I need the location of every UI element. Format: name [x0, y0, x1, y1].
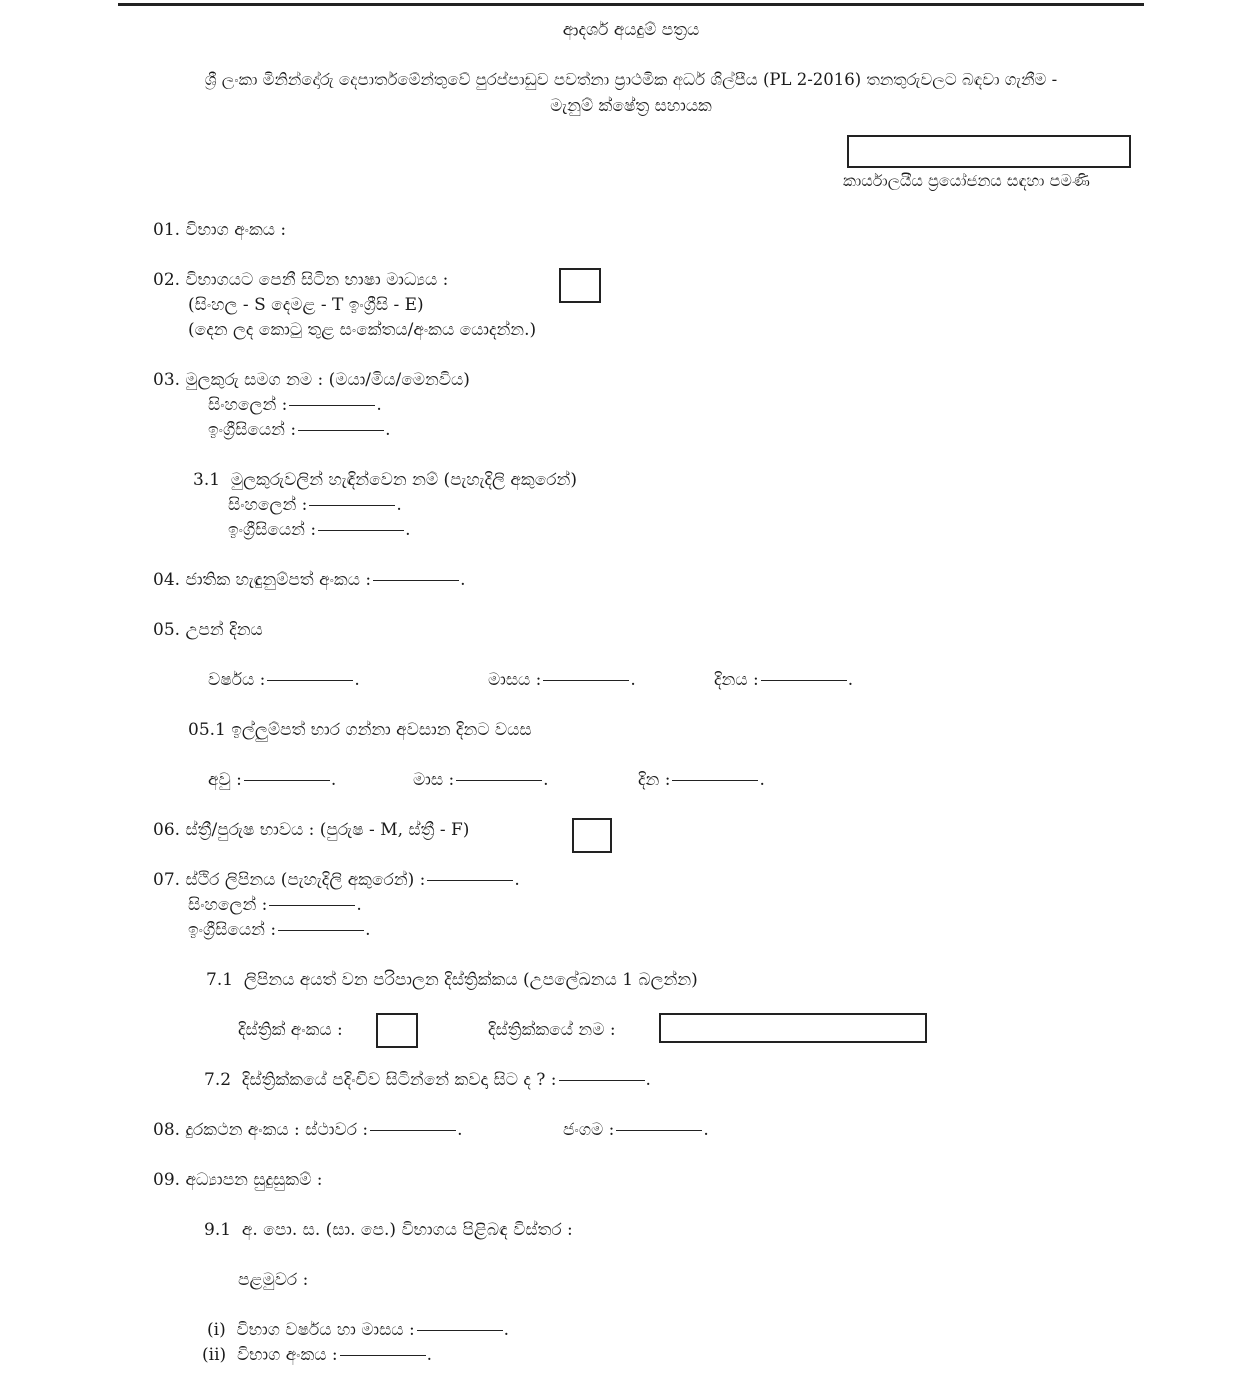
top-rule: [118, 3, 1144, 6]
office-use-box[interactable]: [847, 135, 1131, 168]
initials-sinhala-row: සිංහලෙන් : .: [228, 495, 402, 515]
district-name-label: දිස්ත්‍රික්කයේ නම :: [488, 1020, 616, 1040]
education-label: අධ්‍යාපන සුදුසුකම් :: [185, 1170, 323, 1190]
birth-month-blank[interactable]: [543, 680, 629, 681]
age-days-row: දින : .: [638, 770, 765, 790]
nic-blank[interactable]: [373, 580, 459, 581]
address-english-row: ඉංග්‍රීසියෙන් : .: [188, 920, 371, 940]
address-sinhala-row: සිංහලෙන් : .: [188, 895, 362, 915]
language-codes-hint: (සිංහල - S දෙමළ - T ඉංග්‍රීසි - E): [188, 295, 424, 315]
field-09: 09. අධ්‍යාපන සුදුසුකම් :: [153, 1170, 323, 1190]
district-name-box[interactable]: [659, 1013, 927, 1043]
telephone-mobile-label: ජංගම :: [563, 1120, 615, 1140]
exam-year-month-row: (i) විභාග වර්ෂය හා මාසය : .: [207, 1320, 510, 1340]
initials-english-blank[interactable]: [318, 530, 404, 531]
names-by-initials-label: මුලකුරුවලින් හැඳින්වෙන නම් (පැහැදිලි අකුරෙන්): [230, 470, 577, 490]
birth-year-blank[interactable]: [267, 680, 353, 681]
exam-year-month-label: විභාග වර්ෂය හා මාසය :: [236, 1320, 415, 1340]
name-english-row: ඉංග්‍රීසියෙන් : .: [208, 420, 391, 440]
first-attempt-label: පළමුවර :: [238, 1270, 309, 1290]
district-number-label: දිස්ත්‍රික් අංකය :: [238, 1020, 343, 1040]
field-3-1: 3.1 මුලකුරුවලින් හැඳින්වෙන නම් (පැහැදිලි අකුරෙන්): [193, 470, 577, 490]
name-with-initials-label: මුලකුරු සමග නම : (මයා/මිය/මෙනවිය): [185, 370, 470, 390]
ol-exam-number-label: විභාග අංකය :: [236, 1345, 338, 1365]
field-05: 05. උපන් දිනය: [153, 620, 263, 640]
telephone-fixed-blank[interactable]: [370, 1130, 456, 1131]
mobile-row: ජංගම : .: [563, 1120, 709, 1140]
admin-district-label: ලිපිනය අයත් වන පරිපාලන දිස්ත්‍රික්කය (උපලේඛනය 1 බලන්න): [243, 970, 698, 990]
name-english-blank[interactable]: [298, 430, 384, 431]
form-title: ආදර්ශ අයදුම් පත්‍රය: [562, 20, 700, 40]
language-medium-label: විභාගයට පෙනී සිටින භාෂා මාධ්‍යය :: [185, 270, 449, 290]
nic-label: ජාතික හැඳුනුම්පත් අංකය :: [185, 570, 372, 590]
permanent-address-label: ස්ථිර ලිපිනය (පැහැදිලි අකුරෙන්) :: [185, 870, 426, 890]
birth-date-label: උපන් දිනය: [185, 620, 263, 640]
language-medium-box[interactable]: [559, 268, 601, 303]
residence-since-label: දිස්ත්‍රික්කයේ පදිංචිව සිටින්නේ කවදා සිට ද ? :: [241, 1070, 557, 1090]
ol-exam-number-blank[interactable]: [340, 1355, 426, 1356]
field-02: 02. විභාගයට පෙනී සිටින භාෂා මාධ්‍යය :: [153, 270, 449, 290]
age-years-row: අවු : .: [208, 770, 337, 790]
district-number-box[interactable]: [376, 1013, 418, 1048]
permanent-address-blank[interactable]: [427, 880, 513, 881]
field-06: 06. ස්ත්‍රී/පුරුෂ භාවය : (පුරුෂ - M, ස්ත්‍රී - F): [153, 820, 470, 840]
field-7-1: 7.1 ලිපිනය අයත් වන පරිපාලන දිස්ත්‍රික්කය (උපලේඛනය 1 බලන්න): [206, 970, 698, 990]
exam-number-label: විභාග අංකය :: [185, 220, 287, 240]
form-subtitle-line1: ශ්‍රී ලංකා මිනින්දෝරු දෙපාර්තමේන්තුවේ පුරප්පාඩුව පවත්නා ප්‍රාථමික අර්ධ ශිල්පීය (PL 2-2016) තනතුරුවලට බඳවා ගැනීම -: [204, 70, 1058, 89]
field-07: 07. ස්ථිර ලිපිනය (පැහැදිලි අකුරෙන්) : .: [153, 870, 520, 890]
age-years-blank[interactable]: [244, 780, 330, 781]
name-sinhala-blank[interactable]: [289, 405, 375, 406]
office-use-label: කාර්යාලයීය ප්‍රයෝජනය සඳහා පමණි: [843, 171, 1090, 190]
field-04: 04. ජාතික හැඳුනුම්පත් අංකය : .: [153, 570, 466, 590]
birth-month-row: මාසය : .: [488, 670, 636, 690]
birth-year-row: වර්ෂය : .: [208, 670, 360, 690]
telephone-fixed-label: දුරකථන අංකය : ස්ථාවර :: [185, 1120, 369, 1140]
age-days-blank[interactable]: [672, 780, 758, 781]
age-months-blank[interactable]: [456, 780, 542, 781]
ol-exam-number-row: (ii) විභාග අංකය : .: [202, 1345, 433, 1365]
field-9-1: 9.1 අ. පො. ස. (සා. පෙ.) විභාගය පිළිබඳ විස්තර :: [204, 1220, 573, 1240]
initials-english-row: ඉංග්‍රීසියෙන් : .: [228, 520, 411, 540]
address-english-blank[interactable]: [278, 930, 364, 931]
telephone-mobile-blank[interactable]: [616, 1130, 702, 1131]
birth-day-row: දිනය : .: [714, 670, 854, 690]
gender-label: ස්ත්‍රී/පුරුෂ භාවය : (පුරුෂ - M, ස්ත්‍රී - F): [185, 820, 470, 840]
field-03: 03. මුලකුරු සමග නම : (මයා/මිය/මෙනවිය): [153, 370, 470, 390]
form-subtitle-line2: මැනුම් ක්ෂේත්‍ර සහායක: [550, 96, 712, 116]
exam-year-month-blank[interactable]: [417, 1330, 503, 1331]
birth-day-blank[interactable]: [761, 680, 847, 681]
field-7-2: 7.2 දිස්ත්‍රික්කයේ පදිංචිව සිටින්නේ කවදා සිට ද ? : .: [204, 1070, 651, 1090]
language-instruction-hint: (දෙන ලද කොටු තුළ සංකේතය/අංකය යොදන්න.): [188, 320, 537, 340]
initials-sinhala-blank[interactable]: [309, 505, 395, 506]
age-at-closing-label: 05.1 ඉල්ලුම්පත් භාර ගන්නා අවසාන දිනට වයස: [188, 720, 532, 740]
age-months-row: මාස : .: [413, 770, 549, 790]
field-01: 01. විභාග අංකය :: [153, 220, 287, 240]
gender-box[interactable]: [572, 818, 612, 853]
address-sinhala-blank[interactable]: [269, 905, 355, 906]
field-08: 08. දුරකථන අංකය : ස්ථාවර : .: [153, 1120, 463, 1140]
gce-ol-details-label: අ. පො. ස. (සා. පෙ.) විභාගය පිළිබඳ විස්තර :: [241, 1220, 573, 1240]
name-sinhala-row: සිංහලෙන් : .: [208, 395, 382, 415]
residence-since-blank[interactable]: [559, 1080, 645, 1081]
